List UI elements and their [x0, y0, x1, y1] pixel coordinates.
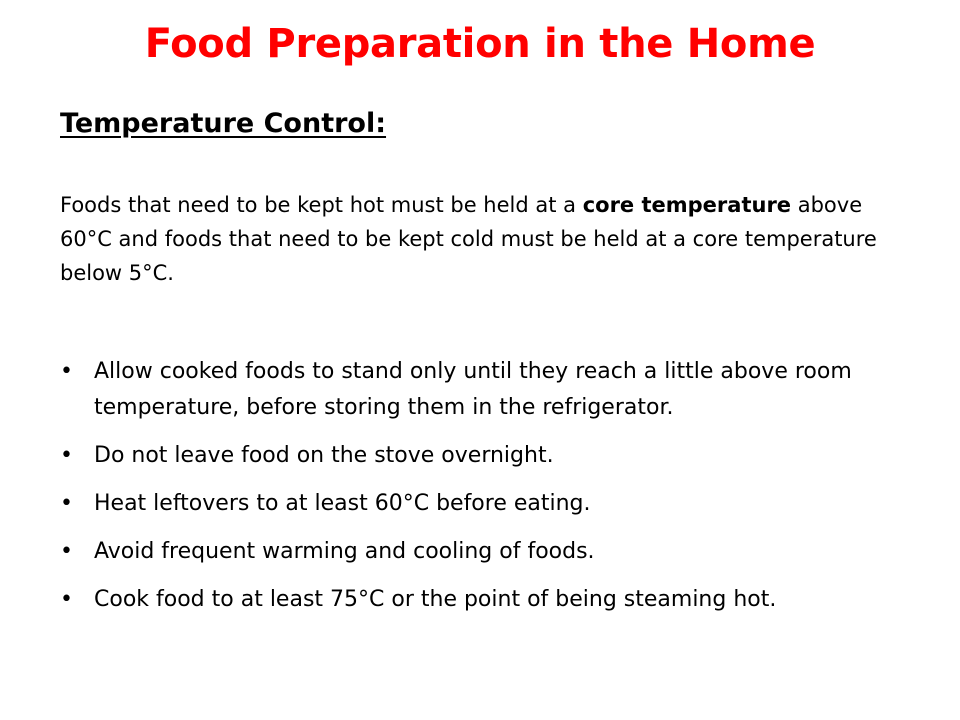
bullet-text: Allow cooked foods to stand only until they reach a little above room temperature, before storing them in the refrigerator.	[94, 359, 852, 420]
bullet-item	[60, 486, 920, 522]
bullet-text: Cook food to at least 75°C or the point of being steaming hot.	[94, 587, 777, 612]
intro-text-start: Foods that need to be kept hot must be held at a	[60, 193, 583, 217]
bullet-text: Avoid frequent warming and cooling of foods.	[94, 539, 595, 564]
bullet-item	[60, 582, 920, 618]
slide-title: Food Preparation in the Home	[144, 21, 816, 67]
intro-paragraph	[60, 188, 910, 290]
bullet-icon: •	[60, 491, 73, 516]
bullet-text: Do not leave food on the stove overnight.	[94, 443, 554, 468]
bullet-text: Heat leftovers to at least 60°C before eating.	[94, 491, 591, 516]
bullet-icon: •	[60, 539, 73, 564]
intro-bold-term: core temperature	[582, 193, 792, 217]
bullet-item	[60, 354, 920, 426]
bullet-item	[60, 534, 920, 570]
section-heading: Temperature Control:	[60, 108, 387, 139]
bullet-icon: •	[60, 359, 73, 384]
bullet-icon: •	[60, 443, 73, 468]
bullet-item	[60, 438, 920, 474]
bullet-icon: •	[60, 587, 73, 612]
intro-text-end: above 60°C and foods that need to be kept cold must be held at a core temperature below 5°C.	[60, 193, 877, 285]
bullet-list	[60, 354, 920, 630]
